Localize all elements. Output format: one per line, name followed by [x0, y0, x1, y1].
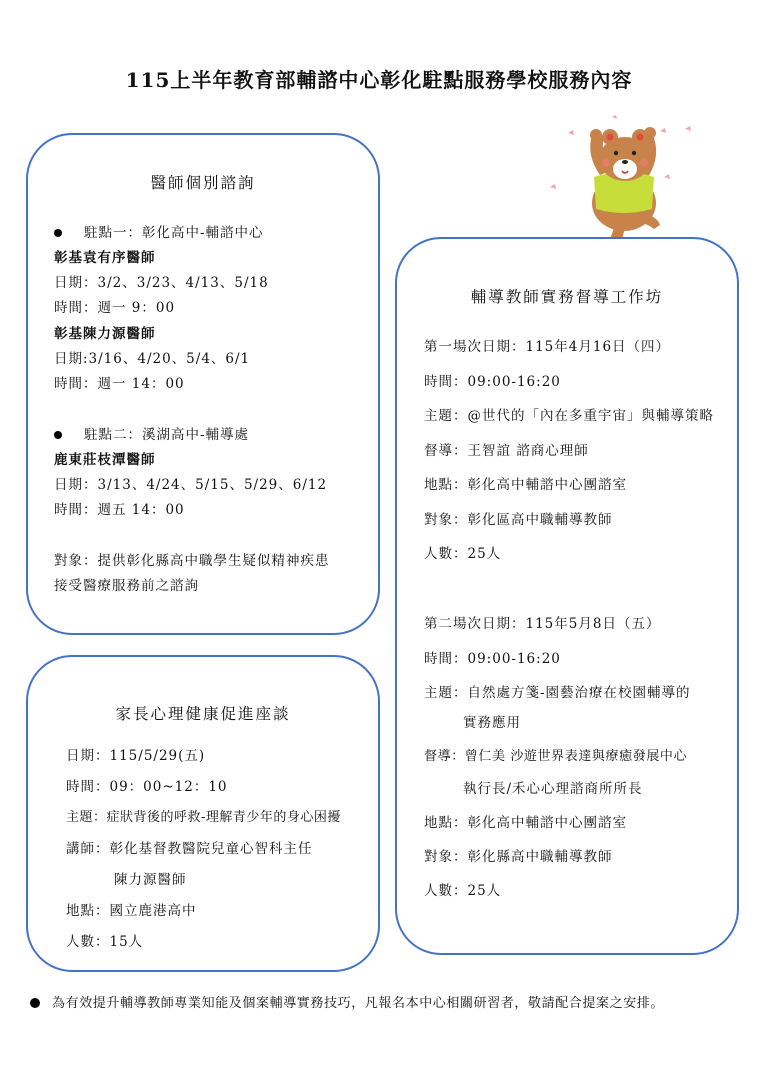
doctor2-name: 彰基陳力源醫師: [54, 326, 156, 342]
parent-speaker-line1: 講師：彰化基督教醫院兒童心智科主任: [66, 841, 313, 857]
parent-box-title: 家長心理健康促進座談: [115, 705, 291, 723]
parent-count: 人數：15人: [66, 934, 144, 950]
parent-topic: 主題：症狀背後的呼救-理解青少年的身心困擾: [66, 810, 341, 825]
site1-line: [54, 221, 264, 241]
footer-note: [30, 992, 664, 1011]
doctor-target-line2: 接受醫療服務前之諮詢: [54, 578, 199, 594]
doctor2-time: 時間：週一 14：00: [54, 376, 185, 392]
session2-supervisor-line1: 督導：曾仁美 沙遊世界表達與療癒發展中心: [424, 749, 688, 764]
bullet-icon: [54, 431, 62, 439]
doctor-box-title: 醫師個別諮詢: [150, 174, 256, 192]
parent-speaker-line2: 陳力源醫師: [114, 872, 187, 888]
session1-location: 地點：彰化高中輔諮中心團諮室: [424, 477, 627, 493]
session2-target: 對象：彰化縣高中職輔導教師: [424, 849, 613, 865]
site2-label: 駐點二：溪湖高中-輔導處: [84, 427, 250, 443]
workshop-box: [395, 237, 739, 955]
parent-time: 時間：09：00~12：10: [66, 779, 228, 795]
session1-count: 人數：25人: [424, 546, 502, 562]
workshop-box-title: 輔導教師實務督導工作坊: [470, 288, 664, 306]
session1-target: 對象：彰化區高中職輔導教師: [424, 512, 613, 528]
footer-note-text: 為有效提升輔導教師專業知能及個案輔導實務技巧，凡報名本中心相關研習者，敬請配合提案之安排。: [52, 996, 665, 1011]
doctor1-name: 彰基袁有序醫師: [54, 250, 156, 266]
site1-label: 駐點一：彰化高中-輔諮中心: [84, 225, 264, 241]
doctor3-name: 鹿東莊枝潭醫師: [54, 452, 156, 468]
doctor1-date: 日期：3/2、3/23、4/13、5/18: [54, 275, 269, 291]
page-title: 115上半年教育部輔諮中心彰化駐點服務學校服務內容: [125, 68, 633, 92]
session2-count: 人數：25人: [424, 883, 502, 899]
parent-talk-box: [26, 655, 380, 972]
parent-location: 地點：國立鹿港高中: [66, 903, 197, 919]
doctor-consultation-box: [26, 133, 380, 635]
session2-topic-line2: 實務應用: [463, 715, 521, 731]
session2-date: 第二場次日期：115年5月8日（五）: [424, 616, 661, 632]
bullet-icon: [30, 998, 40, 1008]
session2-time: 時間：09:00-16:20: [424, 651, 561, 667]
parent-date: 日期：115/5/29(五): [66, 748, 206, 764]
bear-illustration: [540, 115, 710, 240]
session1-topic: 主題：@世代的「內在多重宇宙」與輔導策略: [424, 408, 714, 424]
site2-line: [54, 423, 249, 443]
session1-date: 第一場次日期：115年4月16日（四）: [424, 339, 671, 355]
doctor-target-line1: 對象：提供彰化縣高中職學生疑似精神疾患: [54, 553, 330, 569]
doctor1-time: 時間：週一 9：00: [54, 300, 176, 316]
session1-supervisor: 督導：王智誼 諮商心理師: [424, 443, 589, 459]
bullet-icon: [54, 229, 62, 237]
session2-topic-line1: 主題：自然處方箋-園藝治療在校園輔導的: [424, 685, 691, 701]
session1-time: 時間：09:00-16:20: [424, 374, 561, 390]
doctor3-time: 時間：週五 14：00: [54, 502, 185, 518]
session2-location: 地點：彰化高中輔諮中心團諮室: [424, 815, 627, 831]
doctor2-date: 日期:3/16、4/20、5/4、6/1: [54, 351, 251, 367]
session2-supervisor-line2: 執行長/禾心心理諮商所所長: [463, 781, 643, 797]
doctor3-date: 日期：3/13、4/24、5/15、5/29、6/12: [54, 477, 328, 493]
